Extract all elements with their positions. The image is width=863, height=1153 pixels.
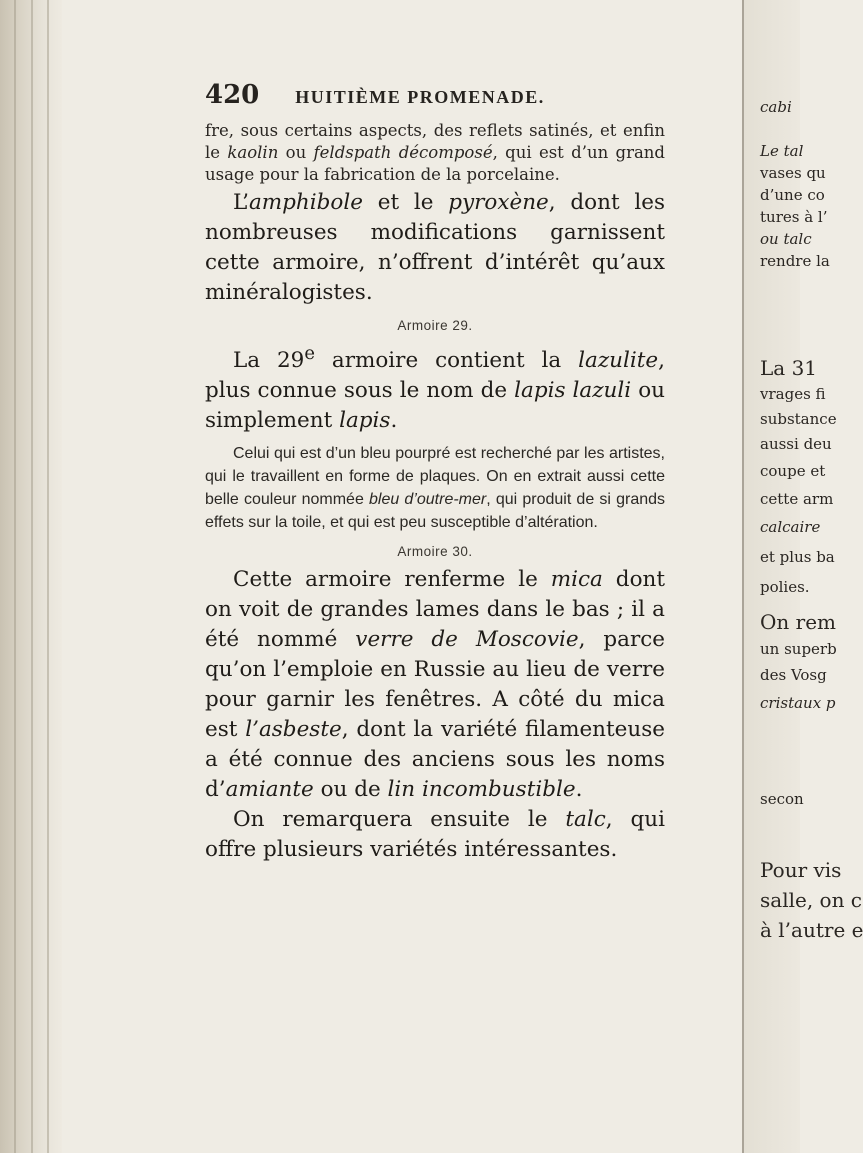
book-page [205, 80, 665, 865]
facing-fragment: tures à l’ [760, 208, 828, 226]
book-gutter [0, 0, 62, 1153]
text-run: et le [362, 190, 449, 215]
text-run: On remarquera ensuite le [233, 807, 566, 833]
text-run: , qui produit de si grands effets sur la toile, et qui est peu susceptible d’altération. [205, 491, 666, 532]
italic-term: amphibole [248, 190, 363, 215]
text-run: . [390, 408, 398, 434]
italic-term: kaolin [227, 143, 279, 162]
paragraph-1 [205, 120, 665, 186]
text-run: , dont les nombreuses modifications garnissent cette armoire, n’offrent d’intérêt qu’aux minéralogistes. [205, 190, 665, 305]
italic-term: lazulite [578, 348, 659, 374]
running-title: HUITIÈME PROMENADE. [295, 87, 545, 107]
facing-fragment: La 31 [760, 356, 818, 380]
italic-term: l’asbeste [245, 717, 342, 743]
facing-page-edge [744, 0, 863, 1153]
facing-fragment: un superb [760, 640, 837, 658]
italic-term: talc [565, 807, 606, 833]
paragraph-2 [205, 188, 665, 308]
text-run: Celui qui est d’un bleu pourpré est recherché par les artistes, qui le travaillent en forme de plaques. On en extrait aussi cette belle couleur nommée [205, 445, 665, 509]
italic-term: verre de Moscovie [355, 627, 579, 653]
gutter-line [14, 0, 16, 1153]
text-run: L’ [233, 190, 249, 215]
paragraph-5 [205, 565, 665, 805]
text-run: Cette armoire renferme le [233, 567, 551, 593]
page-header [205, 80, 665, 120]
italic-term: mica [550, 567, 603, 593]
paragraph-3 [205, 339, 665, 436]
italic-term: lapis lazuli [514, 378, 632, 404]
text-run: fre, sous certains aspects, des reflets satinés, et enfin le [205, 121, 665, 162]
italic-term: amiante [225, 777, 314, 803]
facing-fragment: coupe et [760, 462, 826, 480]
facing-fragment: substance [760, 410, 837, 428]
section-heading-armoire-30: Armoire 30. [397, 544, 473, 560]
text-run: ou [278, 143, 314, 162]
gutter-line [31, 0, 33, 1153]
italic-term: pyroxène [448, 190, 549, 215]
facing-fragment: et plus ba [760, 548, 835, 566]
facing-fragment: calcaire [760, 518, 821, 536]
facing-fragment: des Vosg [760, 666, 827, 684]
facing-fragment: Le tal [760, 142, 804, 160]
paragraph-6 [205, 805, 665, 865]
facing-fragment: cette arm [760, 490, 834, 508]
text-run: armoire contient la [314, 348, 579, 374]
italic-term: feldspath décomposé [313, 143, 493, 162]
text-run: , qui offre plusieurs variétés intéressantes. [205, 807, 666, 863]
text-run: La 29 [233, 348, 305, 374]
text-run: ou de [313, 777, 388, 803]
facing-fragment: On rem [760, 610, 836, 634]
text-run: , dont la variété filamenteuse a été connue des anciens sous les noms d’ [205, 717, 665, 803]
facing-fragment: aussi deu [760, 435, 832, 453]
text-run: , plus connue sous le nom de [205, 348, 665, 404]
facing-fragment: Pour vis [760, 858, 842, 882]
text-run: , qui est d’un grand usage pour la fabrication de la porcelaine. [205, 143, 665, 184]
italic-term: lapis [339, 408, 391, 434]
facing-fragment: vrages fi [760, 385, 826, 403]
superscript: e [304, 343, 315, 364]
page-number: 420 [205, 80, 260, 110]
text-run: , parce qu’on l’emploie en Russie au lieu de verre pour garnir les fenêtres. A côté du mica est [205, 627, 665, 743]
italic-term: bleu d’outre-mer [369, 491, 487, 509]
facing-fragment: cristaux p [760, 694, 836, 712]
facing-fragment: rendre la [760, 252, 830, 270]
facing-fragment: vases qu [760, 164, 826, 182]
facing-fragment: salle, on c [760, 888, 863, 912]
italic-term: lin incombustible [387, 777, 576, 803]
facing-fragment: à l’autre e [760, 918, 863, 942]
text-run: dont on voit de grandes lames dans le bas ; il a été nommé [205, 567, 666, 653]
facing-fragment: cabi [760, 98, 792, 116]
section-heading-armoire-29: Armoire 29. [397, 318, 473, 333]
facing-fragment: ou talc [760, 230, 812, 248]
facing-fragment: polies. [760, 578, 810, 596]
gutter-line [47, 0, 49, 1153]
paragraph-4 [205, 442, 665, 534]
facing-fragment: d’une co [760, 186, 825, 204]
text-run: . [575, 777, 583, 803]
facing-fragment: secon [760, 790, 804, 808]
text-run: ou simplement [205, 378, 665, 434]
